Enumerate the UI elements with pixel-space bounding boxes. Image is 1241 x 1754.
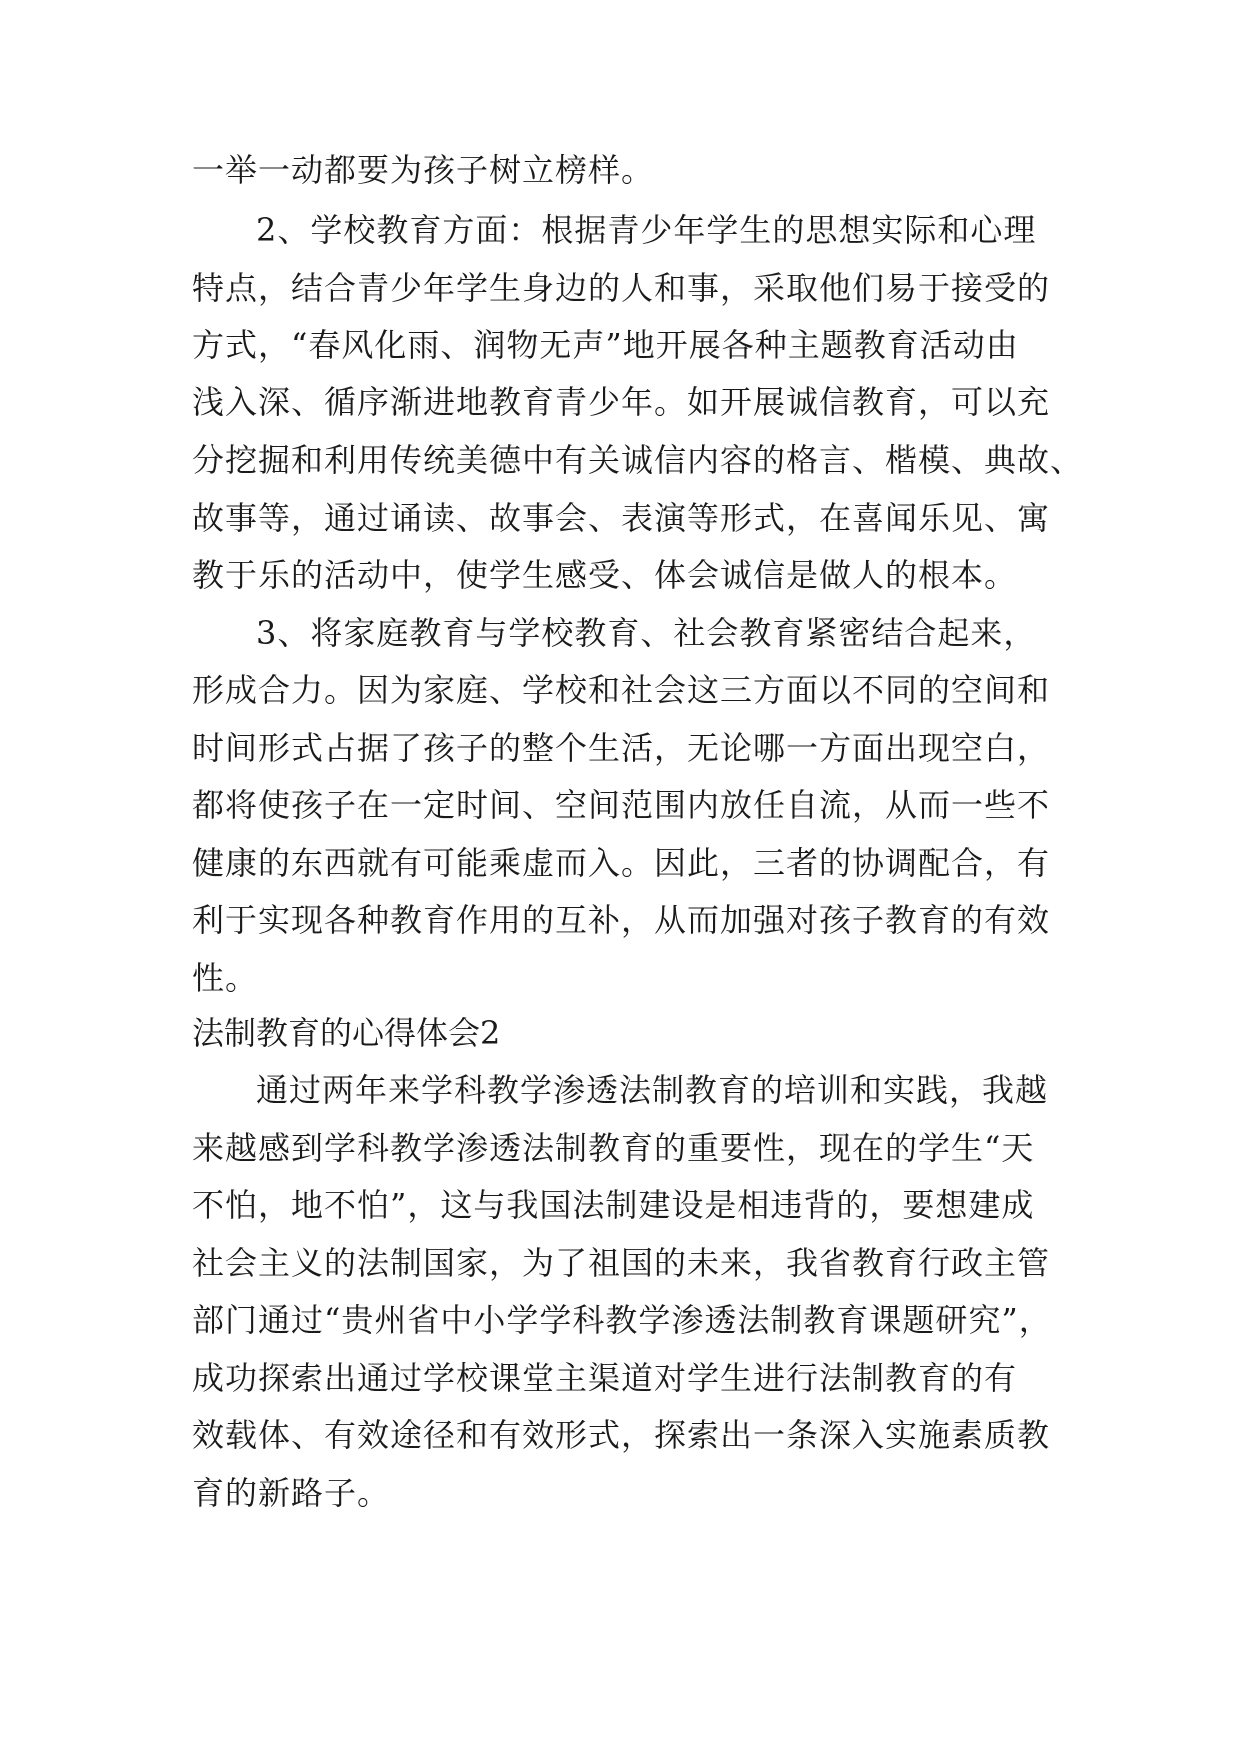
- text-line: 分挖掘和利用传统美德中有关诚信内容的格言、楷模、典故、: [192, 441, 1084, 479]
- text-line: 育的新路子。: [192, 1474, 391, 1512]
- text-line: 一举一动都要为孩子树立榜样。: [192, 151, 655, 189]
- text-line: 教于乐的活动中，使学生感受、体会诚信是做人的根本。: [192, 556, 1018, 594]
- text-line: 时间形式占据了孩子的整个生活，无论哪一方面出现空白，: [192, 729, 1051, 767]
- text-line: 社会主义的法制国家，为了祖国的未来，我省教育行政主管: [192, 1244, 1051, 1282]
- text-line: 特点，结合青少年学生身边的人和事，采取他们易于接受的: [192, 269, 1051, 307]
- text-line: 来越感到学科教学渗透法制教育的重要性，现在的学生“天: [192, 1129, 1035, 1167]
- text-line: 利于实现各种教育作用的互补，从而加强对孩子教育的有效: [192, 901, 1051, 939]
- text-line: 浅入深、循序渐进地教育青少年。如开展诚信教育，可以充: [192, 383, 1051, 421]
- text-line: 3、将家庭教育与学校教育、社会教育紧密结合起来，: [256, 614, 1037, 652]
- text-line: 2、学校教育方面：根据青少年学生的思想实际和心理: [256, 211, 1037, 249]
- text-line: 健康的东西就有可能乘虚而入。因此，三者的协调配合，有: [192, 844, 1051, 882]
- text-line: 不怕，地不怕”，这与我国法制建设是相违背的，要想建成: [192, 1186, 1035, 1224]
- text-line: 通过两年来学科教学渗透法制教育的培训和实践，我越: [256, 1071, 1049, 1109]
- text-line: 方式，“春风化雨、润物无声”地开展各种主题教育活动由: [192, 326, 1019, 364]
- text-line: 形成合力。因为家庭、学校和社会这三方面以不同的空间和: [192, 671, 1051, 709]
- text-line: 成功探索出通过学校课堂主渠道对学生进行法制教育的有: [192, 1359, 1018, 1397]
- text-line: 都将使孩子在一定时间、空间范围内放任自流，从而一些不: [192, 786, 1051, 824]
- text-line: 性。: [192, 959, 259, 997]
- text-line: 部门通过“贵州省中小学学科教学渗透法制教育课题研究”，: [192, 1301, 1052, 1339]
- text-line: 效载体、有效途径和有效形式，探索出一条深入实施素质教: [192, 1416, 1051, 1454]
- section-heading: 法制教育的心得体会2: [192, 1014, 501, 1052]
- text-line: 故事等，通过诵读、故事会、表演等形式，在喜闻乐见、寓: [192, 499, 1051, 537]
